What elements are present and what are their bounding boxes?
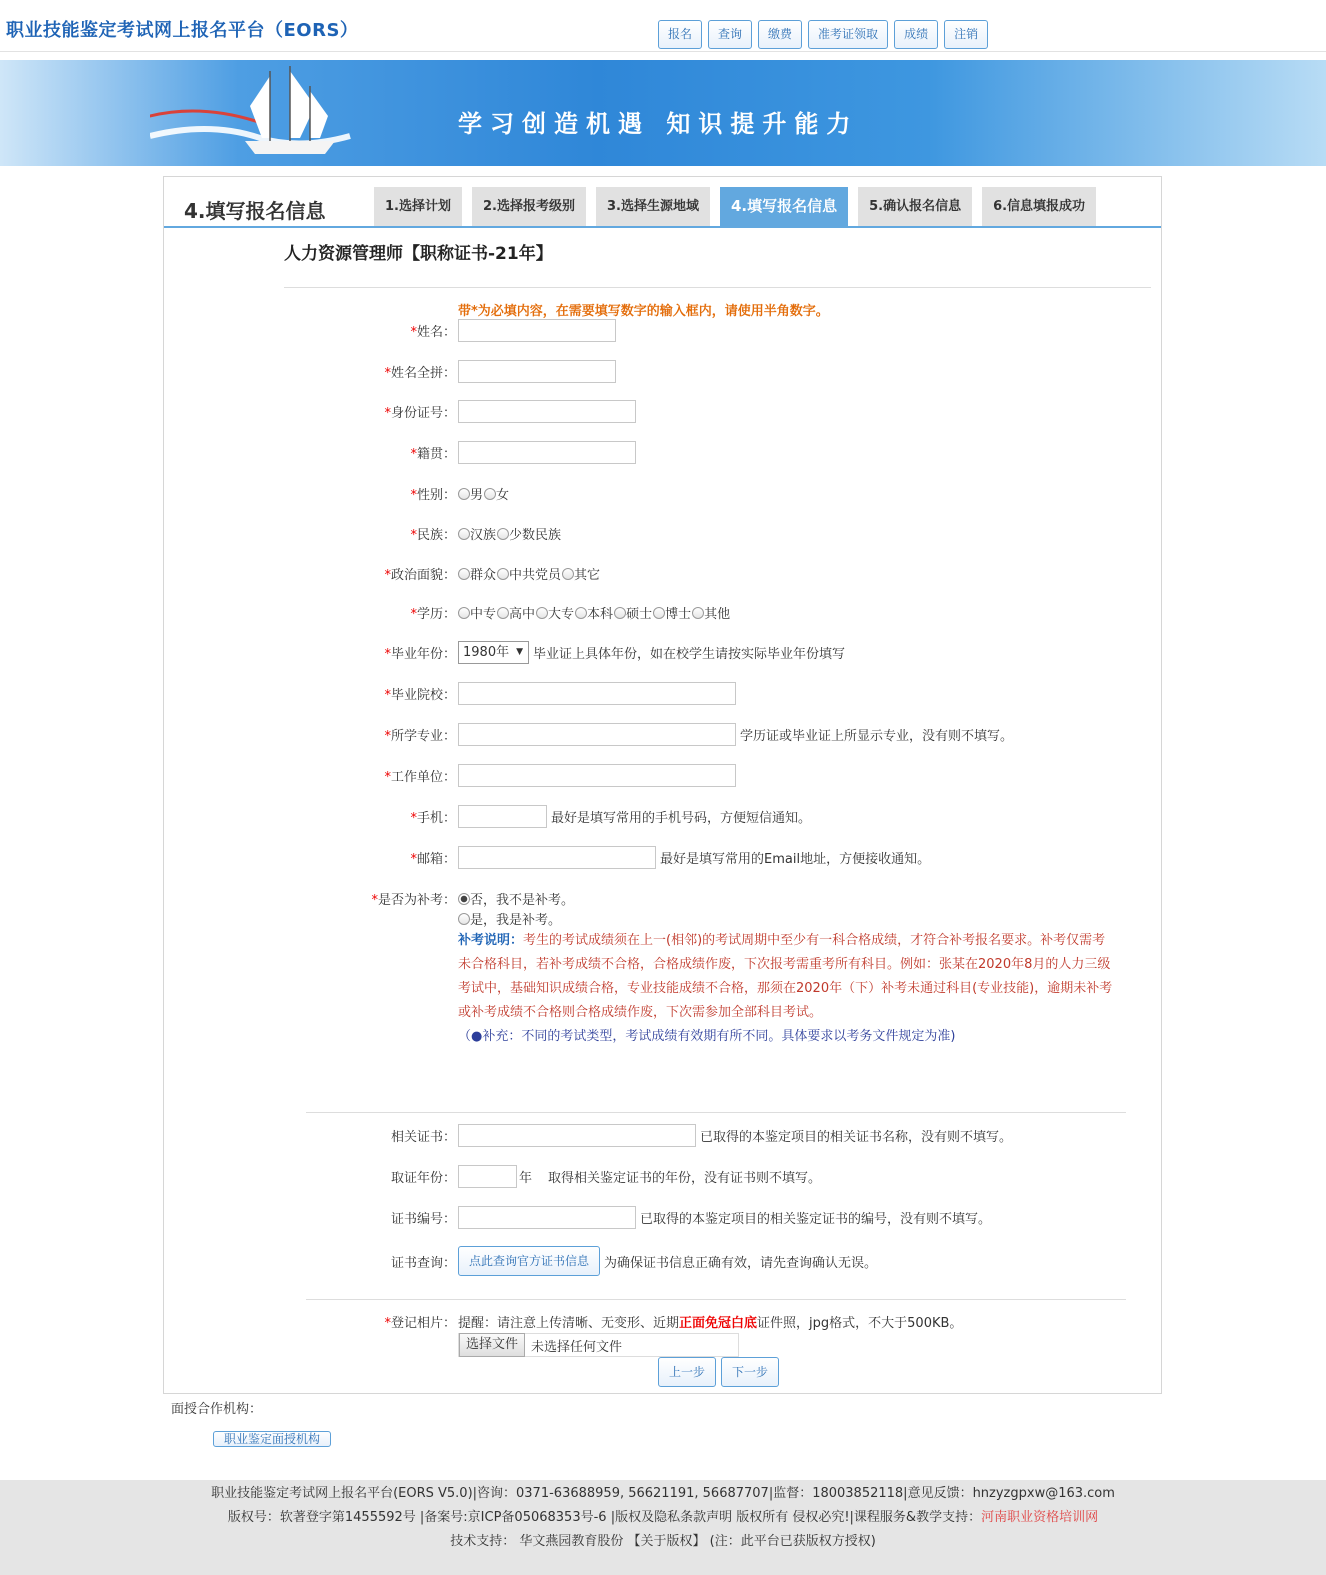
photo-hint: 提醒：请注意上传清晰、无变形、近期正面免冠白底证件照，jpg格式，不大于500KB。 [458, 1316, 963, 1331]
exam-title: 人力资源管理师【职称证书-21年】 [284, 244, 553, 264]
footer [0, 1480, 1326, 1575]
edu-radio-1[interactable] [458, 607, 470, 619]
native-place-input[interactable] [458, 441, 636, 464]
row-work [164, 764, 736, 787]
edu-radio-5[interactable] [614, 607, 626, 619]
top-bar [0, 0, 1326, 52]
political-radios [458, 564, 601, 583]
nav-logout-button[interactable]: 注销 [944, 20, 988, 49]
cert-name-input[interactable] [458, 1124, 696, 1147]
cert-year-unit: 年 [519, 1171, 533, 1186]
retake-note-supplement: （●补充：不同的考试类型，考试成绩有效期有所不同。具体要求以考务文件规定为准) [458, 1029, 956, 1044]
nav-signup-button[interactable]: 报名 [658, 20, 702, 49]
edu-label-3: 大专 [548, 607, 575, 622]
political-masses-radio[interactable] [458, 568, 470, 580]
grad-year-select[interactable]: 1980年 ▼ [458, 641, 529, 664]
cert-query-hint: 为确保证书信息正确有效，请先查询确认无误。 [604, 1255, 878, 1271]
step-nav [656, 1357, 779, 1387]
cert-number-input[interactable] [458, 1206, 636, 1229]
retake-yes-label: 是，我是补考。 [470, 913, 562, 928]
divider [284, 287, 1151, 288]
edu-label-6: 博士 [665, 607, 692, 622]
training-site-link[interactable]: 河南职业资格培训网 [981, 1510, 1099, 1525]
grad-year-hint: 毕业证上具体年份，如在校学生请按实际毕业年份填写 [533, 647, 846, 662]
id-number-input[interactable] [458, 400, 636, 423]
work-unit-input[interactable] [458, 764, 736, 787]
political-party-radio[interactable] [497, 568, 509, 580]
footer-line-3: 技术支持： 华文燕园教育股份 【关于版权】 (注：此平台已获版权方授权) [450, 1534, 876, 1549]
row-education [164, 603, 731, 622]
edu-radio-2[interactable] [497, 607, 509, 619]
school-input[interactable] [458, 682, 736, 705]
site-title: 职业技能鉴定考试网上报名平台（EORS） [6, 20, 359, 41]
row-gender [164, 484, 510, 503]
retake-note-title: 补考说明： [458, 933, 524, 948]
sailing-ship-icon [150, 66, 370, 166]
row-photo [164, 1312, 962, 1331]
row-email [164, 846, 930, 869]
cert-year-input[interactable] [458, 1165, 517, 1188]
footer-line-1: 职业技能鉴定考试网上报名平台(EORS V5.0)|咨询：0371-63688959, 56621191, 56687707|监督：18003852118|意见反馈：hnzyzgpxw@163.com [211, 1486, 1115, 1501]
row-pinyin [164, 360, 616, 383]
row-id [164, 400, 636, 423]
name-input[interactable] [458, 319, 616, 342]
political-other-label: 其它 [574, 568, 601, 583]
photo-label: *登记相片： [384, 1316, 456, 1331]
edu-label-2: 高中 [509, 607, 536, 622]
choose-file-button[interactable]: 选择文件 [459, 1333, 525, 1357]
form-panel [163, 176, 1162, 1394]
step-tab-4-active: 4.填写报名信息 [720, 187, 848, 226]
banner [0, 60, 1326, 166]
file-status: 未选择任何文件 [531, 1339, 623, 1355]
major-input[interactable] [458, 723, 736, 746]
cert-query-label: 证书查询： [390, 1255, 456, 1271]
retake-no-radio[interactable] [458, 893, 470, 905]
cert-query-button[interactable]: 点此查询官方证书信息 [458, 1246, 600, 1276]
banner-slogan: 学习创造机遇 知识提升能力 [458, 109, 859, 138]
retake-note-text: 考生的考试成绩须在上一(相邻)的考试周期中至少有一科合格成绩，才符合补考报名要求。补考仅需考未合格科目，若补考成绩不合格，合格成绩作废，下次报考需重考所有科目。例如：张某在2020年8月的人力三级考试中，基础知识成绩合格，专业技能成绩不合格，那须在2020年（下）补考未通过科目(专业技能)，逾期未补考或补考成绩不合格则合格成绩作废，下次需参加全部科目考试。 [458, 933, 1113, 1020]
gender-male-radio[interactable] [458, 488, 470, 500]
major-label: *所学专业： [384, 729, 456, 744]
edu-label-1: 中专 [470, 607, 497, 622]
edu-radio-4[interactable] [575, 607, 587, 619]
edu-radio-6[interactable] [653, 607, 665, 619]
step-tab-6: 6.信息填报成功 [982, 187, 1096, 226]
grad-year-label: *毕业年份： [384, 647, 456, 662]
ethnic-han-label: 汉族 [470, 528, 497, 543]
row-retake-yes [458, 909, 562, 928]
ethnic-label: *民族： [410, 528, 456, 543]
ethnic-radios [458, 524, 562, 543]
row-name [164, 319, 616, 342]
nav-pay-button[interactable]: 缴费 [758, 20, 802, 49]
edu-radio-3[interactable] [536, 607, 548, 619]
political-party-label: 中共党员 [509, 568, 562, 583]
education-radios [458, 603, 731, 622]
email-hint: 最好是填写常用的Email地址，方便接收通知。 [660, 852, 931, 867]
divider [306, 1299, 1126, 1300]
step-tab-3: 3.选择生源地域 [596, 187, 710, 226]
pinyin-label: *姓名全拼： [384, 366, 456, 381]
political-label: *政治面貌： [384, 568, 456, 583]
nav-query-button[interactable]: 查询 [708, 20, 752, 49]
step-tab-5: 5.确认报名信息 [858, 187, 972, 226]
row-cert-no [164, 1206, 991, 1229]
cert-no-label: 证书编号： [390, 1212, 456, 1227]
gender-label: *性别： [410, 488, 456, 503]
row-school [164, 682, 736, 705]
gender-radios [458, 484, 510, 503]
work-label: *工作单位： [384, 770, 456, 785]
coop-org-button[interactable]: 职业鉴定面授机构 [213, 1431, 331, 1447]
name-label: *姓名： [410, 325, 456, 340]
native-label: *籍贯： [410, 447, 456, 462]
top-nav [658, 20, 988, 49]
photo-file-input[interactable] [458, 1333, 739, 1357]
cert-label: 相关证书： [390, 1130, 456, 1145]
required-notice: 带*为必填内容，在需要填写数字的输入框内，请使用半角数字。 [458, 304, 829, 319]
retake-no-label: 否，我不是补考。 [470, 893, 575, 908]
row-major [164, 723, 1013, 746]
row-cert-query [164, 1246, 877, 1276]
cert-hint: 已取得的本鉴定项目的相关证书名称，没有则不填写。 [700, 1130, 1013, 1145]
step-tab-1: 1.选择计划 [374, 187, 462, 226]
prev-step-button[interactable]: 上一步 [658, 1357, 716, 1387]
nav-score-button[interactable]: 成绩 [894, 20, 938, 49]
phone-input[interactable] [458, 805, 547, 828]
row-cert-year [164, 1165, 821, 1188]
edu-radio-7[interactable] [692, 607, 704, 619]
step-underline [164, 226, 1161, 228]
row-political [164, 564, 601, 583]
major-hint: 学历证或毕业证上所显示专业，没有则不填写。 [740, 729, 1014, 744]
row-phone [164, 805, 811, 828]
row-retake [164, 889, 575, 908]
cert-year-hint: 取得相关鉴定证书的年份，没有证书则不填写。 [548, 1171, 822, 1186]
gender-male-label: 男 [470, 488, 484, 503]
row-cert [164, 1124, 1012, 1147]
step-tab-2: 2.选择报考级别 [472, 187, 586, 226]
nav-admission-button[interactable]: 准考证领取 [808, 20, 888, 49]
step-tabs [374, 187, 1096, 226]
coop-label: 面授合作机构： [171, 1402, 263, 1417]
political-masses-label: 群众 [470, 568, 497, 583]
cert-no-hint: 已取得的本鉴定项目的相关鉴定证书的编号，没有则不填写。 [640, 1212, 992, 1227]
gender-female-radio[interactable] [484, 488, 496, 500]
edu-label-5: 硕士 [626, 607, 653, 622]
retake-label: *是否为补考： [371, 893, 456, 908]
retake-yes-radio[interactable] [458, 913, 470, 925]
ethnic-minority-label: 少数民族 [509, 528, 562, 543]
political-other-radio[interactable] [562, 568, 574, 580]
row-ethnic [164, 524, 562, 543]
ethnic-minority-radio[interactable] [497, 528, 509, 540]
education-label: *学历： [410, 607, 456, 622]
id-label: *身份证号： [384, 406, 456, 421]
edu-label-4: 本科 [587, 607, 614, 622]
retake-note [458, 929, 1118, 1049]
email-input[interactable] [458, 846, 656, 869]
row-grad-year [164, 641, 845, 664]
email-label: *邮箱： [410, 852, 456, 867]
phone-hint: 最好是填写常用的手机号码，方便短信通知。 [551, 811, 812, 826]
cert-year-label: 取证年份： [390, 1171, 456, 1186]
next-step-button[interactable]: 下一步 [721, 1357, 779, 1387]
footer-line-2: 版权号：软著登字第1455592号 |备案号:京ICP备05068353号-6 |版权及隐私条款声明 版权所有 侵权必究!|课程服务&教学支持：河南职业资格培训网 [227, 1510, 1099, 1525]
coop-wrapper [211, 1425, 331, 1453]
ethnic-han-radio[interactable] [458, 528, 470, 540]
school-label: *毕业院校： [384, 688, 456, 703]
divider [306, 1112, 1126, 1113]
phone-label: *手机： [410, 811, 456, 826]
row-file [456, 1333, 739, 1357]
row-native [164, 441, 636, 464]
gender-female-label: 女 [496, 488, 510, 503]
step-title: 4.填写报名信息 [184, 199, 326, 223]
pinyin-input[interactable] [458, 360, 616, 383]
edu-label-7: 其他 [704, 607, 731, 622]
